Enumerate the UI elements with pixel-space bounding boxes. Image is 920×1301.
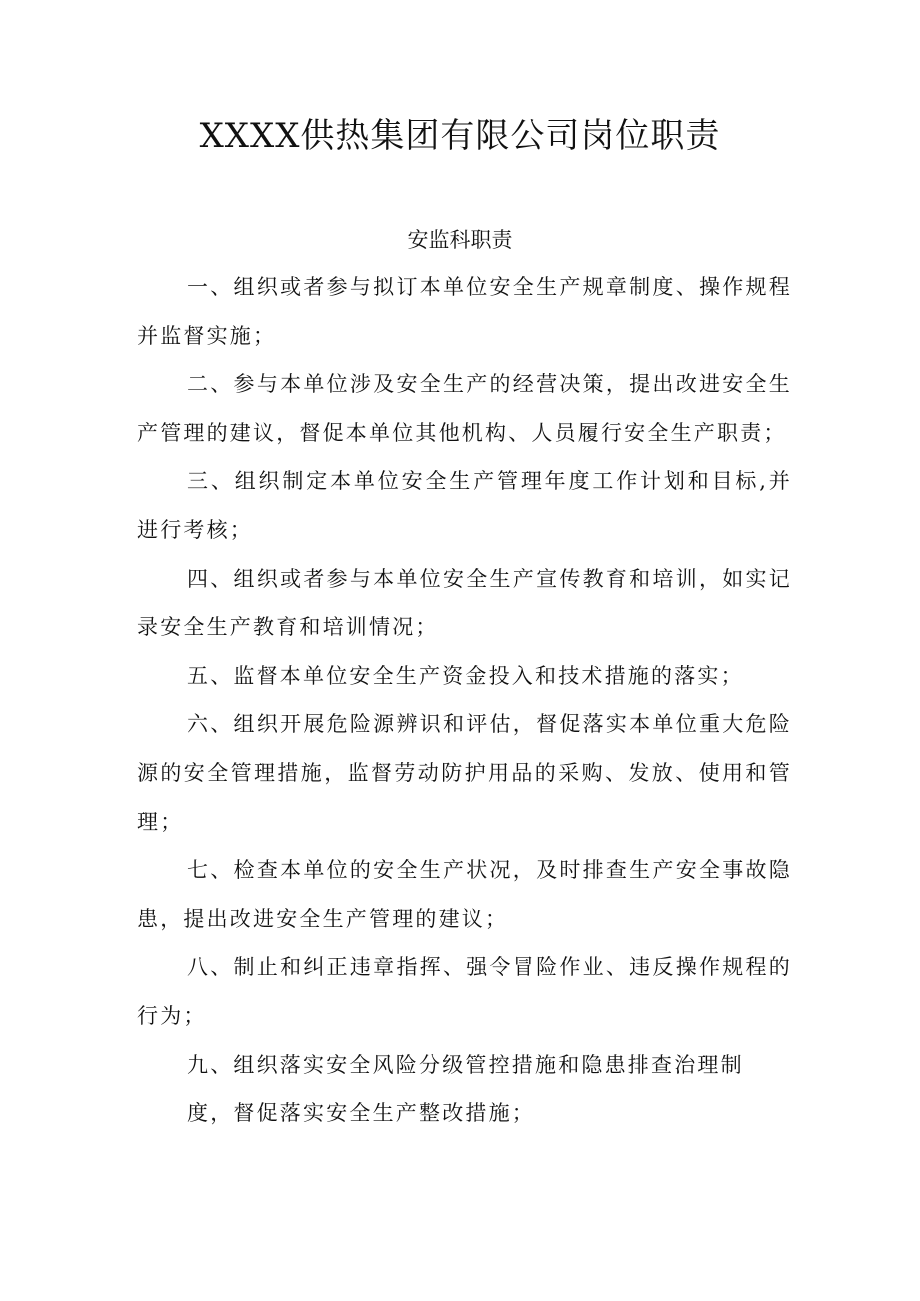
duty-item-6: 六、组织开展危险源辨识和评估，督促落实本单位重大危险源的安全管理措施，监督劳动防护用品的采购、发放、使用和管理； [137,712,792,834]
duty-item-3: 三、组织制定本单位安全生产管理年度工作计划和目标,并进行考核； [137,469,792,542]
section-heading: 安监科职责 [407,228,513,252]
duty-item-8: 八、制止和纠正违章指挥、强令冒险作业、违反操作规程的行为； [137,955,792,1028]
duty-item-4: 四、组织或者参与本单位安全生产宣传教育和培训，如实记录安全生产教育和培训情况； [137,566,792,640]
duties-list [137,263,792,1138]
duty-item-9-line-1: 九、组织落实安全风险分级管控措施和隐患排查治理制 [187,1052,744,1077]
duty-item-1: 一、组织或者参与拟订本单位安全生产规章制度、操作规程并监督实施； [137,275,792,348]
duty-item-2: 二、参与本单位涉及安全生产的经营决策，提出改进安全生产管理的建议，督促本单位其他机构、人员履行安全生产职责； [137,372,792,445]
document-title: XXXX供热集团有限公司岗位职责 [199,116,721,156]
duty-item-9-line-2: 度，督促落实安全生产整改措施； [187,1101,535,1126]
duty-item-5: 五、监督本单位安全生产资金投入和技术措施的落实； [187,663,744,688]
duty-item-7: 七、检查本单位的安全生产状况，及时排查生产安全事故隐患，提出改进安全生产管理的建议； [137,858,792,931]
